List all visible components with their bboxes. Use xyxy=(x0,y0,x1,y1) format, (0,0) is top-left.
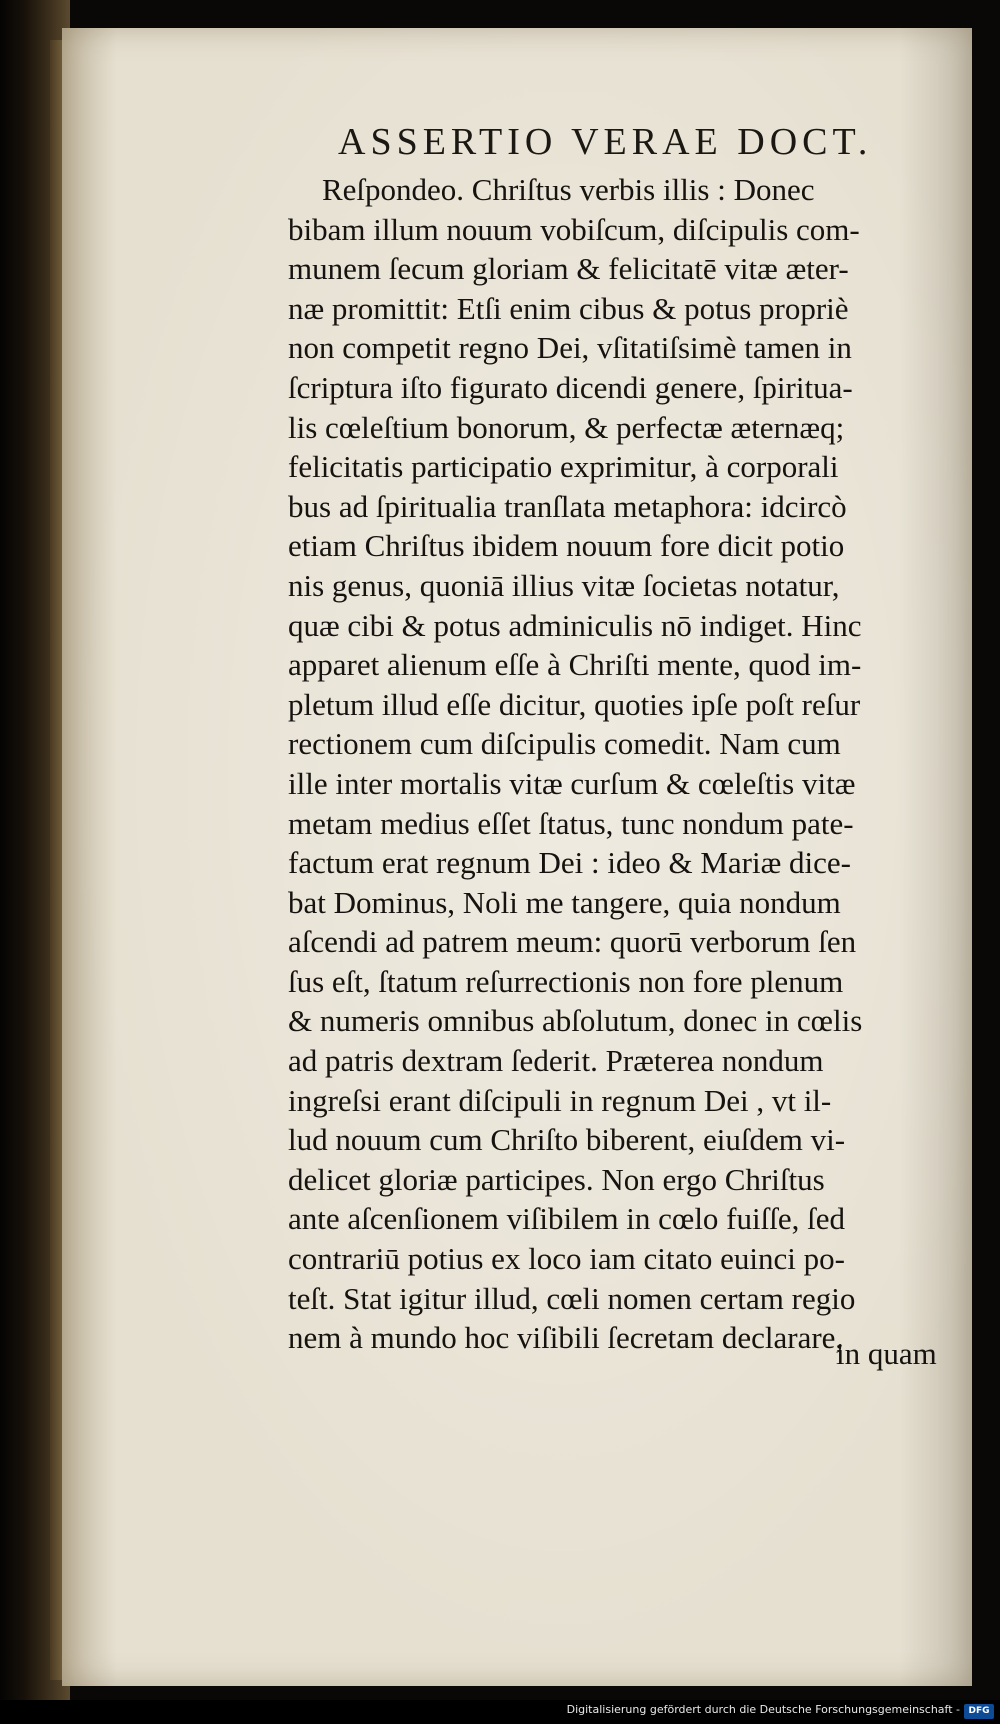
text-line: ingreſsi erant diſcipuli in regnum Dei , vt il- xyxy=(288,1082,832,1118)
text-line: pletum illud eſſe dicitur, quoties ipſe poſt reſur xyxy=(288,686,861,722)
text-line: & numeris omnibus abſolutum, donec in cœlis xyxy=(288,1003,863,1039)
text-line: ille inter mortalis vitæ curſum & cœleſtis vitæ xyxy=(288,765,856,801)
text-line: metam medius eſſet ſtatus, tunc nondum pate- xyxy=(288,805,854,841)
text-line: ante aſcenſionem viſibilem in cœlo fuiſſe, ſed xyxy=(288,1201,845,1237)
text-line: aſcendi ad patrem meum: quorū verborum ſen xyxy=(288,924,857,960)
text-line: bus ad ſpiritualia tranſlata metaphora: idcircò xyxy=(288,488,847,524)
dfg-logo-icon: DFG xyxy=(964,1704,994,1719)
text-line: apparet alienum eſſe à Chriſti mente, quod im- xyxy=(288,647,862,683)
text-line: ad patris dextram ſederit. Præterea nondum xyxy=(288,1043,824,1079)
text-line: nem à mundo hoc viſibili ſecretam declarare, xyxy=(288,1320,844,1356)
text-line: bat Dominus, Noli me tangere, quia nondum xyxy=(288,884,841,920)
text-line: næ promittit: Etſi enim cibus & potus propriè xyxy=(288,290,849,326)
text-line: ſcriptura iſto figurato dicendi genere, ſpiritua- xyxy=(288,369,853,405)
text-line: etiam Chriſtus ibidem nouum fore dicit potio xyxy=(288,528,845,564)
text-line: ſus eſt, ſtatum reſurrectionis non fore plenum xyxy=(288,963,844,999)
catchword: in quam xyxy=(836,1336,937,1371)
text-line: delicet gloriæ participes. Non ergo Chriſtus xyxy=(288,1161,825,1197)
running-header: ASSERTIO VERAE DOCT. xyxy=(338,121,873,163)
text-line: bibam illum nouum vobiſcum, diſcipulis com- xyxy=(288,211,860,247)
funding-credit: Digitalisierung gefördert durch die Deutsche Forschungsgemeinschaft - xyxy=(566,1703,960,1716)
text-line: felicitatis participatio exprimitur, à corporali xyxy=(288,449,839,485)
text-line: nis genus, quoniā illius vitæ ſocietas notatur, xyxy=(288,567,840,603)
text-line: lud nouum cum Chriſto biberent, eiuſdem vi- xyxy=(288,1122,846,1158)
text-line: rectionem cum diſcipulis comedit. Nam cum xyxy=(288,726,841,762)
text-line: factum erat regnum Dei : ideo & Mariæ dice- xyxy=(288,845,851,881)
text-block xyxy=(288,170,968,1358)
text-line: Reſpondeo. Chriſtus verbis illis : Donec xyxy=(322,172,815,207)
text-line: contrariū potius ex loco iam citato euinci po- xyxy=(288,1241,845,1277)
text-line: lis cœleſtium bonorum, & perfectæ æternæq; xyxy=(288,409,845,445)
text-line: teſt. Stat igitur illud, cœli nomen certam regio xyxy=(288,1280,856,1316)
text-line: quæ cibi & potus adminiculis nō indiget. Hinc xyxy=(288,607,862,643)
text-line: munem ſecum gloriam & felicitatē vitæ æter- xyxy=(288,251,849,287)
text-line: non competit regno Dei, vſitatiſsimè tamen in xyxy=(288,330,852,366)
